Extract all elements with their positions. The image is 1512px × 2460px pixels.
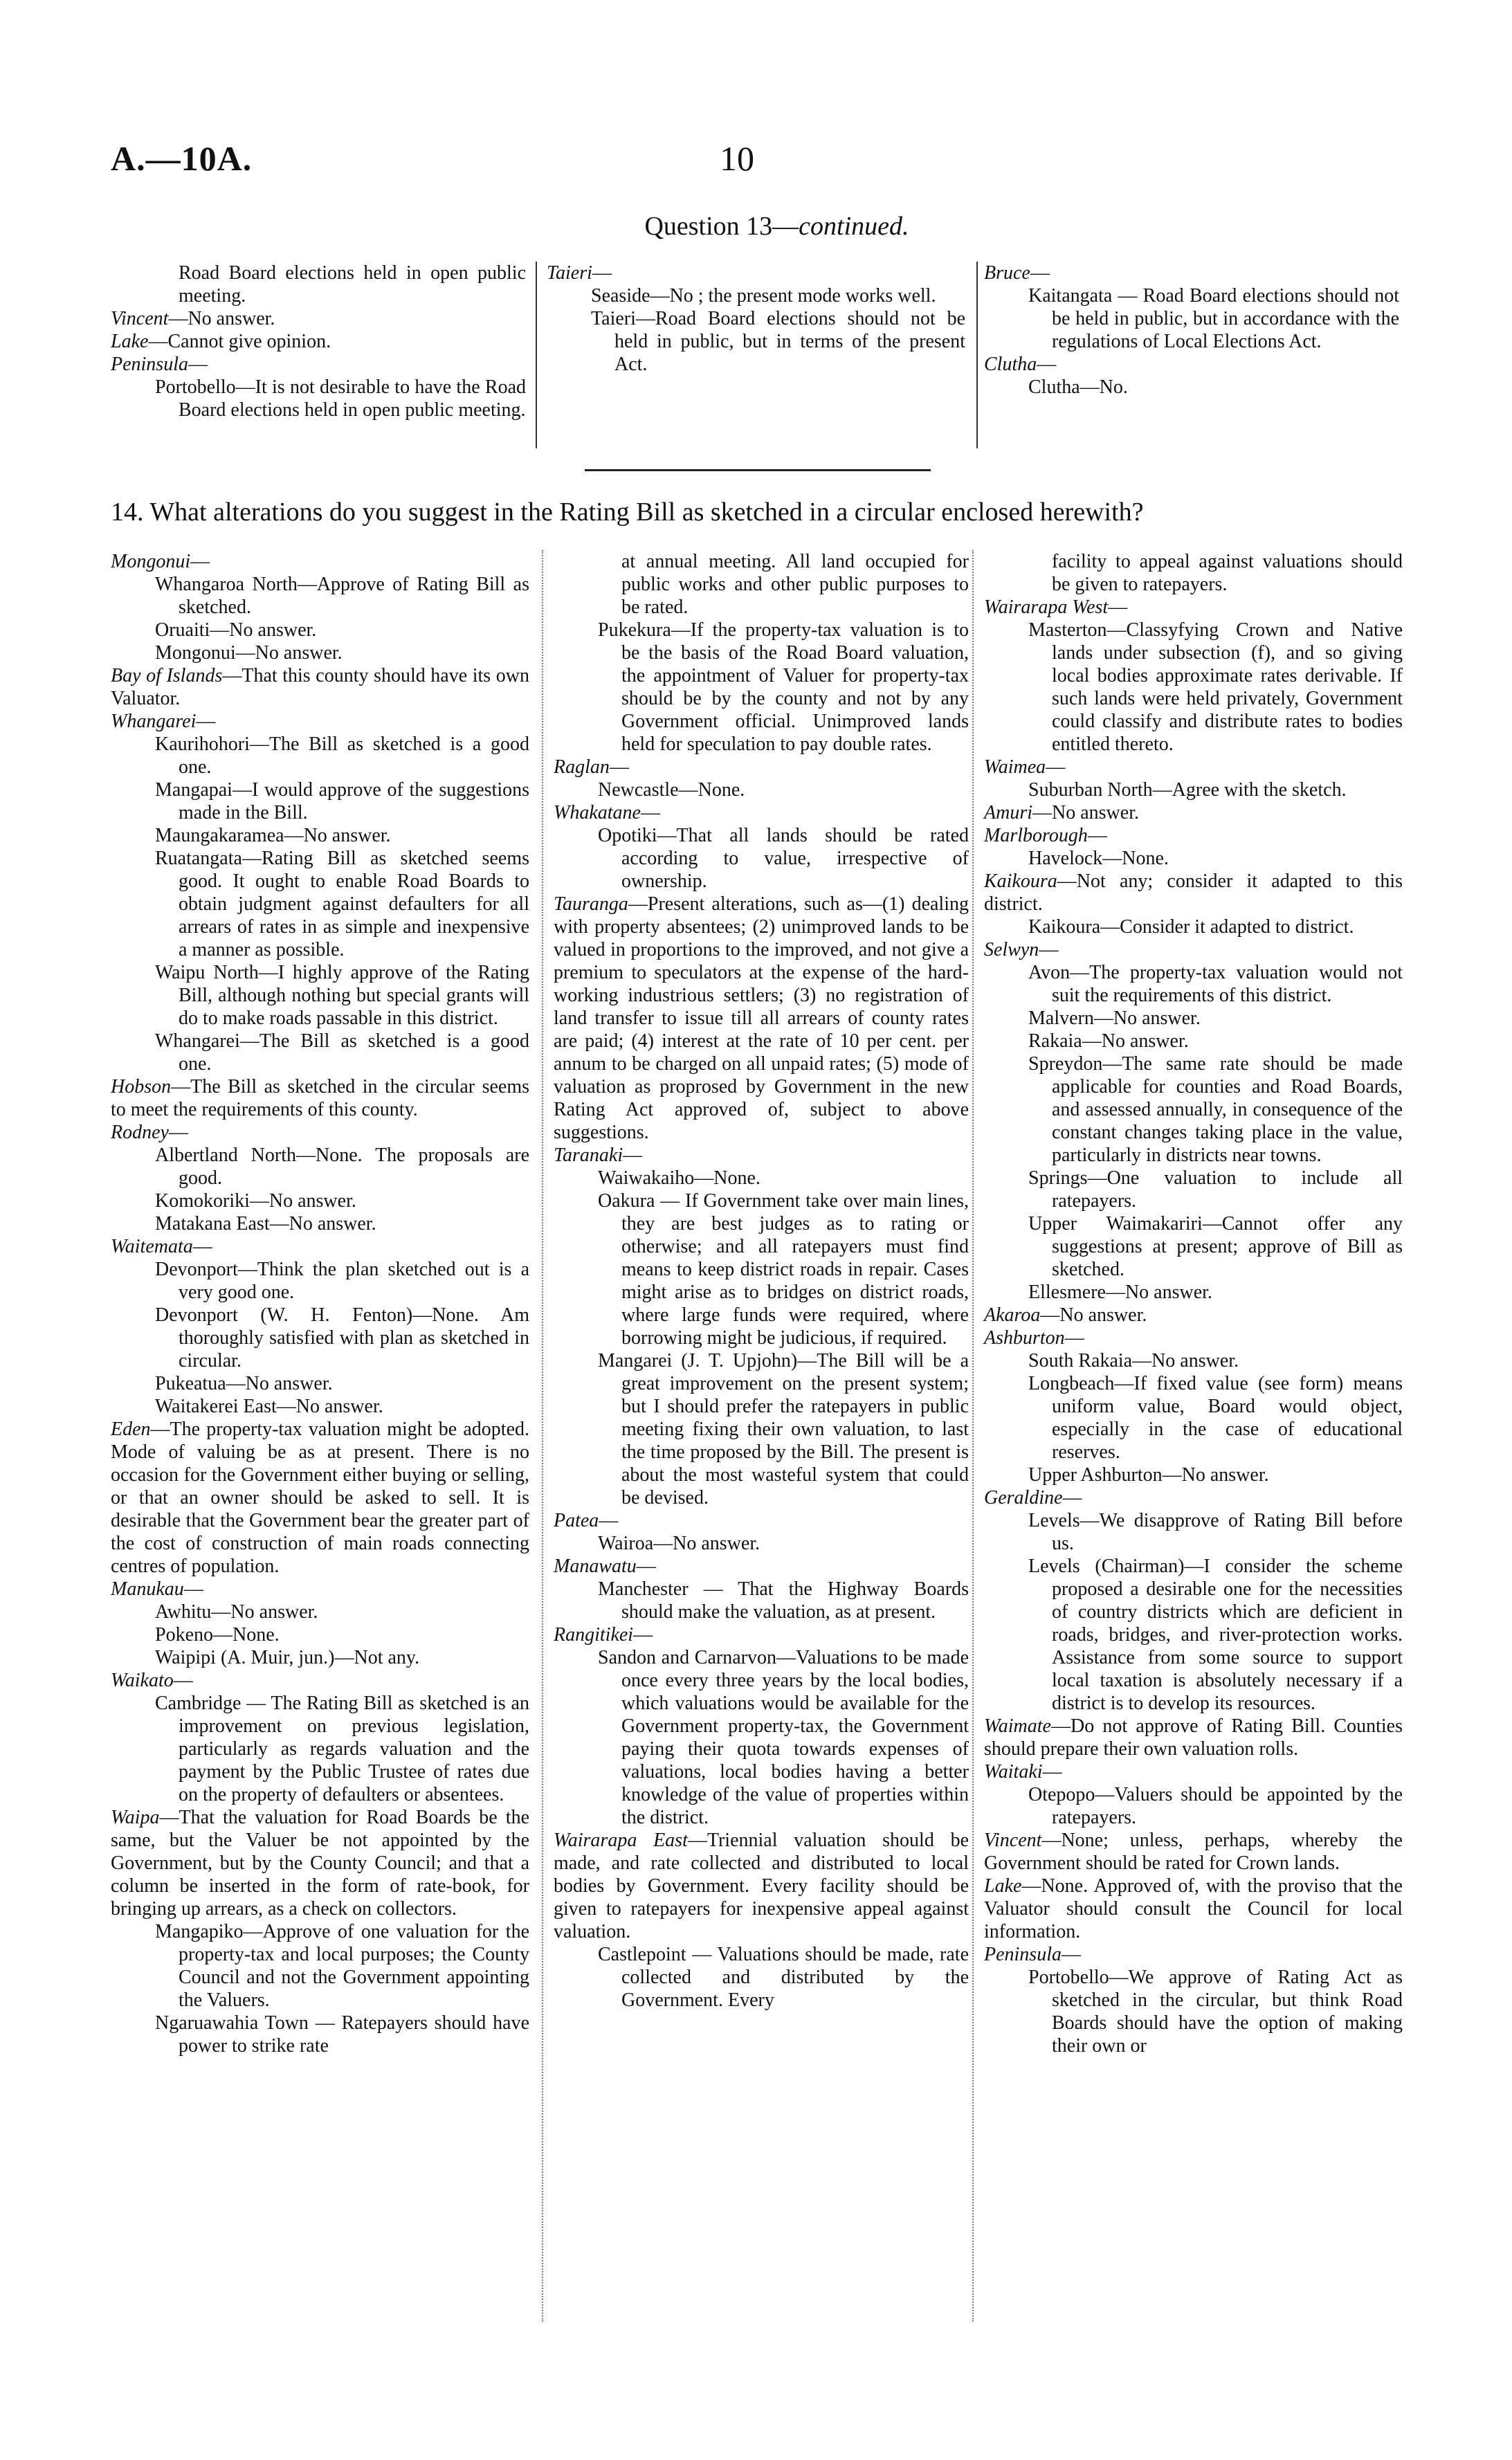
district-response: Not any; consider it adapted to this district. <box>984 871 1403 915</box>
board-response: Avon—The property-tax valuation would not suit the requirements of this district. <box>1028 962 1403 1006</box>
board-response: Mangapiko—Approve of one valuation for the property-tax and local purposes; the County Council and not the Government appointing the Valuers. <box>155 1921 529 2011</box>
district-line: Tauranga—Present alterations, such as—(1) dealing with property absentees; (2) unimproved lands to be valued in proportions to the improved, and not give a premium to speculators at the expense of the hard-working industrious settlers; (3) no registration of land transfer to issue till all arrears of county rates are paid; (4) interest at the rate of 10 per cent. per annum to be charged on all unpaid rates; (5) mode of valuation as proprosed by Government in the new Rating Act approved of, subject to above suggestions. <box>554 893 969 1143</box>
district-entry <box>111 550 529 664</box>
district-name: Amuri <box>984 802 1032 823</box>
district-response: None. Approved of, with the proviso that the Valuator should consult the Council for local information. <box>984 1875 1403 1942</box>
district-line: Mongonui— <box>111 551 210 572</box>
district-entry <box>984 824 1403 870</box>
district-response: Cannot give opinion. <box>167 331 331 352</box>
district-response: That this county should have its own Valuator. <box>111 665 529 709</box>
board-response: Cambridge — The Rating Bill as sketched is an improvement on previous legislation, particularly as regards valuation and the payment by the Public Trustee of rates due on the property of defaulters or absentees. <box>155 1693 529 1805</box>
q13-column-3 <box>984 262 1399 399</box>
board-response: Newcastle—None. <box>598 779 745 801</box>
district-line: Waitemata— <box>111 1236 212 1257</box>
district-entry <box>554 1829 969 2012</box>
district-name: Lake <box>984 1875 1022 1897</box>
district-line: Eden—The property-tax valuation might be adopted. Mode of valuing be as at present. There is no occasion for the Government either buying or selling, or that an owner should be asked to sell. It is desirable that the Government bear the greater part of the cost of construction of main roads connecting centres of population. <box>111 1419 529 1577</box>
district-entry <box>984 801 1403 824</box>
board-response: Longbeach—If fixed value (see form) means uniform value, Board would object, especially in the case of educational reserves. <box>1028 1373 1403 1463</box>
district-line: Taranaki— <box>554 1145 643 1166</box>
district-name: Patea <box>554 1510 599 1531</box>
district-entry <box>547 262 965 376</box>
district-line: Waipa—That the valuation for Road Boards be the same, but the Valuer be not appointed by the Government, but by the County Council; and that a column be inserted in the form of rate-book, for bringing up arrears, as a check on collectors. <box>111 1807 529 1920</box>
board-response: Havelock—None. <box>1028 848 1169 869</box>
district-line: Raglan— <box>554 756 629 778</box>
district-line: Bay of Islands—That this county should have its own Valuator. <box>111 665 529 709</box>
district-response: No answer. <box>188 308 275 329</box>
q13-column-1 <box>111 262 526 421</box>
district-name: Waipa <box>111 1807 160 1828</box>
district-name: Eden <box>111 1419 151 1440</box>
district-line: Peninsula— <box>111 354 208 375</box>
district-name: Akaroa <box>984 1304 1041 1326</box>
district-name: Bruce <box>984 262 1030 284</box>
district-response: The property-tax valuation might be adopted. Mode of valuing be as at present. There is no occasion for the Government either buying or selling, or that an owner should be asked to sell. It is desirable that the Government bear the greater part of the cost of construction of main roads connecting centres of population. <box>111 1419 529 1577</box>
column-divider <box>976 262 978 448</box>
district-entry <box>111 1806 529 2057</box>
district-entry <box>554 1509 969 1555</box>
q13-column-2 <box>547 262 965 376</box>
district-name: Geraldine <box>984 1487 1063 1509</box>
board-response: South Rakaia—No answer. <box>1028 1350 1239 1372</box>
district-name: Whangarei <box>111 711 197 732</box>
district-line: Akaroa—No answer. <box>984 1304 1147 1326</box>
district-name: Waimate <box>984 1715 1051 1737</box>
board-response: Ellesmere—No answer. <box>1028 1282 1212 1303</box>
district-name: Wairarapa West <box>984 596 1109 618</box>
district-entry <box>984 1304 1403 1327</box>
board-response: Mangarei (J. T. Upjohn)—The Bill will be a great improvement on the present system; but I should prefer the ratepayers in public meeting fixing their own valuation, to last the time proposed by the Bill. The present is about the most wasteful system that could be devised. <box>598 1350 969 1509</box>
district-name: Manawatu <box>554 1556 637 1577</box>
district-line: Waimea— <box>984 756 1066 778</box>
district-entry <box>984 1327 1403 1486</box>
district-entry <box>984 353 1399 399</box>
district-line: Waitaki— <box>984 1761 1062 1783</box>
district-name: Hobson <box>111 1076 172 1097</box>
district-line: Manawatu— <box>554 1556 656 1577</box>
district-response: That the valuation for Road Boards be the same, but the Valuer be not appointed by the Government, but by the County Council; and that a column be inserted in the form of rate-book, for bringing up arrears, as a check on collectors. <box>111 1807 529 1920</box>
q13-heading-italic: continued. <box>799 212 909 241</box>
board-response: Portobello—It is not desirable to have the Road Board elections held in open public meeting. <box>155 376 526 421</box>
board-response: Manchester — That the Highway Boards should make the valuation, as at present. <box>598 1578 969 1623</box>
district-response: No answer. <box>1059 1304 1147 1326</box>
district-line: Waikato— <box>111 1670 193 1691</box>
district-response: Do not approve of Rating Bill. Counties should prepare their own valuation rolls. <box>984 1715 1403 1760</box>
board-response: Devonport—Think the plan sketched out is a very good one. <box>155 1259 529 1303</box>
district-response: No answer. <box>1052 802 1139 823</box>
district-entry <box>111 664 529 710</box>
district-entry <box>111 1669 529 1806</box>
district-line: Marlborough— <box>984 825 1107 846</box>
district-entry <box>984 870 1403 938</box>
board-response: Pukeatua—No answer. <box>155 1373 333 1394</box>
district-name: Whakatane <box>554 802 641 823</box>
continued-text: facility to appeal against valuations should be given to ratepayers. <box>1052 551 1403 595</box>
district-entry <box>111 1235 529 1418</box>
board-response: Seaside—No ; the present mode works well. <box>591 285 936 307</box>
board-response: Castlepoint — Valuations should be made, rate collected and distributed by the Government. Every <box>598 1944 969 2011</box>
section-rule <box>585 469 931 471</box>
board-response: Albertland North—None. The proposals are good. <box>155 1145 529 1189</box>
q13-heading-text: Question 13— <box>644 212 799 241</box>
board-response: Malvern—No answer. <box>1028 1008 1201 1029</box>
column-divider <box>972 550 974 2322</box>
district-name: Peninsula <box>984 1944 1062 1965</box>
district-entry <box>554 1555 969 1623</box>
district-line: Vincent—No answer. <box>111 308 275 329</box>
board-response: Clutha—No. <box>1028 376 1128 398</box>
district-name: Kaikoura <box>984 871 1057 892</box>
district-entry <box>554 801 969 893</box>
district-line: Kaikoura—Not any; consider it adapted to this district. <box>984 871 1403 915</box>
column-divider <box>536 262 537 448</box>
q14-column-1 <box>111 550 529 2057</box>
board-response: Pukekura—If the property-tax valuation is to be the basis of the Road Board valuation, the appointment of Valuer for property-tax should be by the county and not by any Government official. Unimproved lands held for speculation to pay double rates. <box>598 619 969 755</box>
page-number: 10 <box>720 139 754 178</box>
district-name: Manukau <box>111 1578 184 1600</box>
board-response: Oakura — If Government take over main lines, they are best judges as to rating or otherwise; and all ratepayers must find means to keep district roads in repair. Cases might arise as to bridges on district roads, where large funds were required, where borrowing might be judicious, if required. <box>598 1190 969 1349</box>
district-name: Vincent <box>984 1830 1042 1851</box>
board-response: Suburban North—Agree with the sketch. <box>1028 779 1347 801</box>
board-response: Pokeno—None. <box>155 1624 280 1646</box>
board-response: Matakana East—No answer. <box>155 1213 376 1234</box>
district-line: Wairarapa West— <box>984 596 1128 618</box>
district-entry <box>111 1578 529 1669</box>
district-name: Ashburton <box>984 1327 1065 1349</box>
district-entry <box>111 330 526 353</box>
district-name: Mongonui <box>111 551 191 572</box>
district-name: Waikato <box>111 1670 174 1691</box>
board-response: Kaikoura—Consider it adapted to district. <box>1028 916 1354 938</box>
district-entry <box>111 1075 529 1121</box>
district-entry <box>554 550 969 619</box>
district-name: Vincent <box>111 308 169 329</box>
district-name: Tauranga <box>554 893 628 915</box>
district-entry <box>984 1715 1403 1760</box>
board-response: Waitakerei East—No answer. <box>155 1396 383 1417</box>
board-response: Wairoa—No answer. <box>598 1533 760 1554</box>
board-response: Levels—We disapprove of Rating Bill before us. <box>1028 1510 1403 1554</box>
district-entry <box>554 1623 969 1829</box>
board-response: Rakaia—No answer. <box>1028 1030 1189 1052</box>
board-response: Masterton—Classyfying Crown and Native lands under subsection (f), and so giving local bodies approximate rates derivable. If such lands were held privately, Government could classify and distribute rates to bodies entitled thereto. <box>1028 619 1403 755</box>
board-response: Kaurihohori—The Bill as sketched is a good one. <box>155 734 529 778</box>
district-line: Rodney— <box>111 1122 188 1143</box>
district-entry <box>111 307 526 330</box>
document-reference: A.—10A. <box>111 139 253 178</box>
district-name: Taieri <box>547 262 592 284</box>
q14-column-2 <box>554 550 969 2012</box>
district-entry <box>984 1943 1403 2057</box>
district-response: None; unless, perhaps, whereby the Government should be rated for Crown lands. <box>984 1830 1403 1874</box>
district-line: Waimate—Do not approve of Rating Bill. Counties should prepare their own valuation rolls. <box>984 1715 1403 1760</box>
district-entry <box>984 1486 1403 1715</box>
district-entry <box>111 1121 529 1235</box>
board-response: Whangaroa North—Approve of Rating Bill as sketched. <box>155 574 529 618</box>
district-entry <box>111 262 526 307</box>
board-response: Opotiki—That all lands should be rated according to value, irrespective of ownership. <box>598 825 969 892</box>
continued-text: at annual meeting. All land occupied for public works and other public purposes to be rated. <box>621 551 969 618</box>
board-response: Waipipi (A. Muir, jun.)—Not any. <box>155 1647 420 1668</box>
district-line: Wairarapa East—Triennial valuation should be made, and rate collected and distributed to local bodies by Government. Every facility should be given to ratepayers for inexpensive appeal against valuation. <box>554 1830 969 1942</box>
district-name: Wairarapa East <box>554 1830 688 1851</box>
board-response: Sandon and Carnarvon—Valuations to be made once every three years by the local bodies, which valuations would be available for the Government property-tax, the Government paying their quota towards expenses of valuations, local bodies having a better knowledge of the value of properties within the district. <box>598 1647 969 1828</box>
district-line: Hobson—The Bill as sketched in the circular seems to meet the requirements of this county. <box>111 1076 529 1120</box>
district-line: Lake—None. Approved of, with the proviso that the Valuator should consult the Council for local information. <box>984 1875 1403 1942</box>
board-response: Whangarei—The Bill as sketched is a good one. <box>155 1030 529 1075</box>
board-response: Springs—One valuation to include all ratepayers. <box>1028 1167 1403 1212</box>
district-line: Ashburton— <box>984 1327 1084 1349</box>
district-entry <box>111 1418 529 1578</box>
district-entry <box>111 710 529 1075</box>
district-line: Whangarei— <box>111 711 216 732</box>
district-name: Peninsula <box>111 354 188 375</box>
district-entry <box>984 1829 1403 1875</box>
q14-column-3 <box>984 550 1403 2057</box>
district-name: Rodney <box>111 1122 169 1143</box>
board-response: Mongonui—No answer. <box>155 642 343 664</box>
district-name: Raglan <box>554 756 610 778</box>
continued-text: Road Board elections held in open public meeting. <box>179 262 526 307</box>
district-line: Rangitikei— <box>554 1624 653 1646</box>
district-entry <box>984 1760 1403 1829</box>
district-entry <box>554 756 969 801</box>
district-response: The Bill as sketched in the circular seems to meet the requirements of this county. <box>111 1076 529 1120</box>
district-name: Lake <box>111 331 149 352</box>
q14-heading: 14. What alterations do you suggest in the Rating Bill as sketched in a circular enclosed herewith? <box>111 498 1144 527</box>
district-line: Taieri— <box>547 262 612 284</box>
district-name: Selwyn <box>984 939 1039 960</box>
district-entry <box>111 353 526 421</box>
district-line: Bruce— <box>984 262 1050 284</box>
board-response: Upper Waimakariri—Cannot offer any suggestions at present; approve of Bill as sketched. <box>1028 1213 1403 1280</box>
board-response: Devonport (W. H. Fenton)—None. Am thoroughly satisfied with plan as sketched in circular. <box>155 1304 529 1372</box>
district-name: Waitaki <box>984 1761 1043 1783</box>
board-response: Awhitu—No answer. <box>155 1601 318 1623</box>
district-name: Rangitikei <box>554 1624 634 1646</box>
board-response: Levels (Chairman)—I consider the scheme proposed a desirable one for the necessities of country districts which are deficient in roads, bridges, and river-protection works. Assistance from some source to support local taxation is absolutely necessary if a district is to develop its resources. <box>1028 1556 1403 1714</box>
board-response: Waiwakaiho—None. <box>598 1167 760 1189</box>
district-name: Bay of Islands <box>111 665 223 686</box>
district-entry <box>554 1144 969 1509</box>
board-response: Komokoriki—No answer. <box>155 1190 356 1212</box>
board-response: Portobello—We approve of Rating Act as sketched in the circular, but think Road Boards should have the option of making their own or <box>1028 1967 1403 2057</box>
board-response: Oruaiti—No answer. <box>155 619 317 641</box>
board-response: Ruatangata—Rating Bill as sketched seems good. It ought to enable Road Boards to obtain judgment against defaulters for all arrears of rates in as simple and inexpensive a manner as possible. <box>155 848 529 960</box>
board-response: Upper Ashburton—No answer. <box>1028 1464 1269 1486</box>
q13-heading <box>0 211 1512 242</box>
board-response: Kaitangata — Road Board elections should not be held in public, but in accordance with the regulations of Local Elections Act. <box>1028 285 1399 352</box>
district-entry <box>984 1875 1403 1943</box>
district-entry <box>984 938 1403 1304</box>
district-line: Clutha— <box>984 354 1057 375</box>
district-line: Manukau— <box>111 1578 203 1600</box>
district-entry <box>984 550 1403 596</box>
district-line: Lake—Cannot give opinion. <box>111 331 331 352</box>
district-name: Taranaki <box>554 1145 623 1166</box>
board-response: Waipu North—I highly approve of the Rating Bill, although nothing but special grants will do to make roads passable in this district. <box>155 962 529 1029</box>
district-response: Present alterations, such as—(1) dealing with property absentees; (2) unimproved lands to be valued in proportions to the improved, and not give a premium to speculators at the expense of the hard-working industrious settlers; (3) no registration of land transfer to issue till all arrears of county rates are paid; (4) interest at the rate of 10 per cent. per annum to be charged on all unpaid rates; (5) mode of valuation as proprosed by Government in the new Rating Act approved of, subject to above suggestions. <box>554 893 969 1143</box>
district-line: Peninsula— <box>984 1944 1081 1965</box>
district-line: Vincent—None; unless, perhaps, whereby the Government should be rated for Crown lands. <box>984 1830 1403 1874</box>
board-response: Otepopo—Valuers should be appointed by the ratepayers. <box>1028 1784 1403 1828</box>
district-entry <box>984 262 1399 353</box>
district-line: Whakatane— <box>554 802 660 823</box>
district-line: Geraldine— <box>984 1487 1082 1509</box>
board-response: Ngaruawahia Town — Ratepayers should have power to strike rate <box>155 2012 529 2057</box>
board-response: Mangapai—I would approve of the suggestions made in the Bill. <box>155 779 529 823</box>
board-response: Spreydon—The same rate should be made applicable for counties and Road Boards, and assessed annually, in consequence of the constant changes taking place in the value, particularly in districts near towns. <box>1028 1053 1403 1166</box>
board-response: Maungakaramea—No answer. <box>155 825 391 846</box>
district-line: Selwyn— <box>984 939 1059 960</box>
district-name: Waitemata <box>111 1236 193 1257</box>
district-entry <box>554 619 969 756</box>
district-entry <box>984 756 1403 801</box>
district-line: Amuri—No answer. <box>984 802 1139 823</box>
district-entry <box>554 893 969 1144</box>
district-line: Patea— <box>554 1510 619 1531</box>
district-entry <box>984 596 1403 756</box>
column-divider <box>542 550 543 2322</box>
district-name: Marlborough <box>984 825 1088 846</box>
district-name: Clutha <box>984 354 1037 375</box>
board-response: Taieri—Road Board elections should not be held in public, but in terms of the present Act. <box>591 308 965 375</box>
district-name: Waimea <box>984 756 1046 778</box>
district-response: Triennial valuation should be made, and rate collected and distributed to local bodies by Government. Every facility should be given to ratepayers for inexpensive appeal against valuation. <box>554 1830 969 1942</box>
